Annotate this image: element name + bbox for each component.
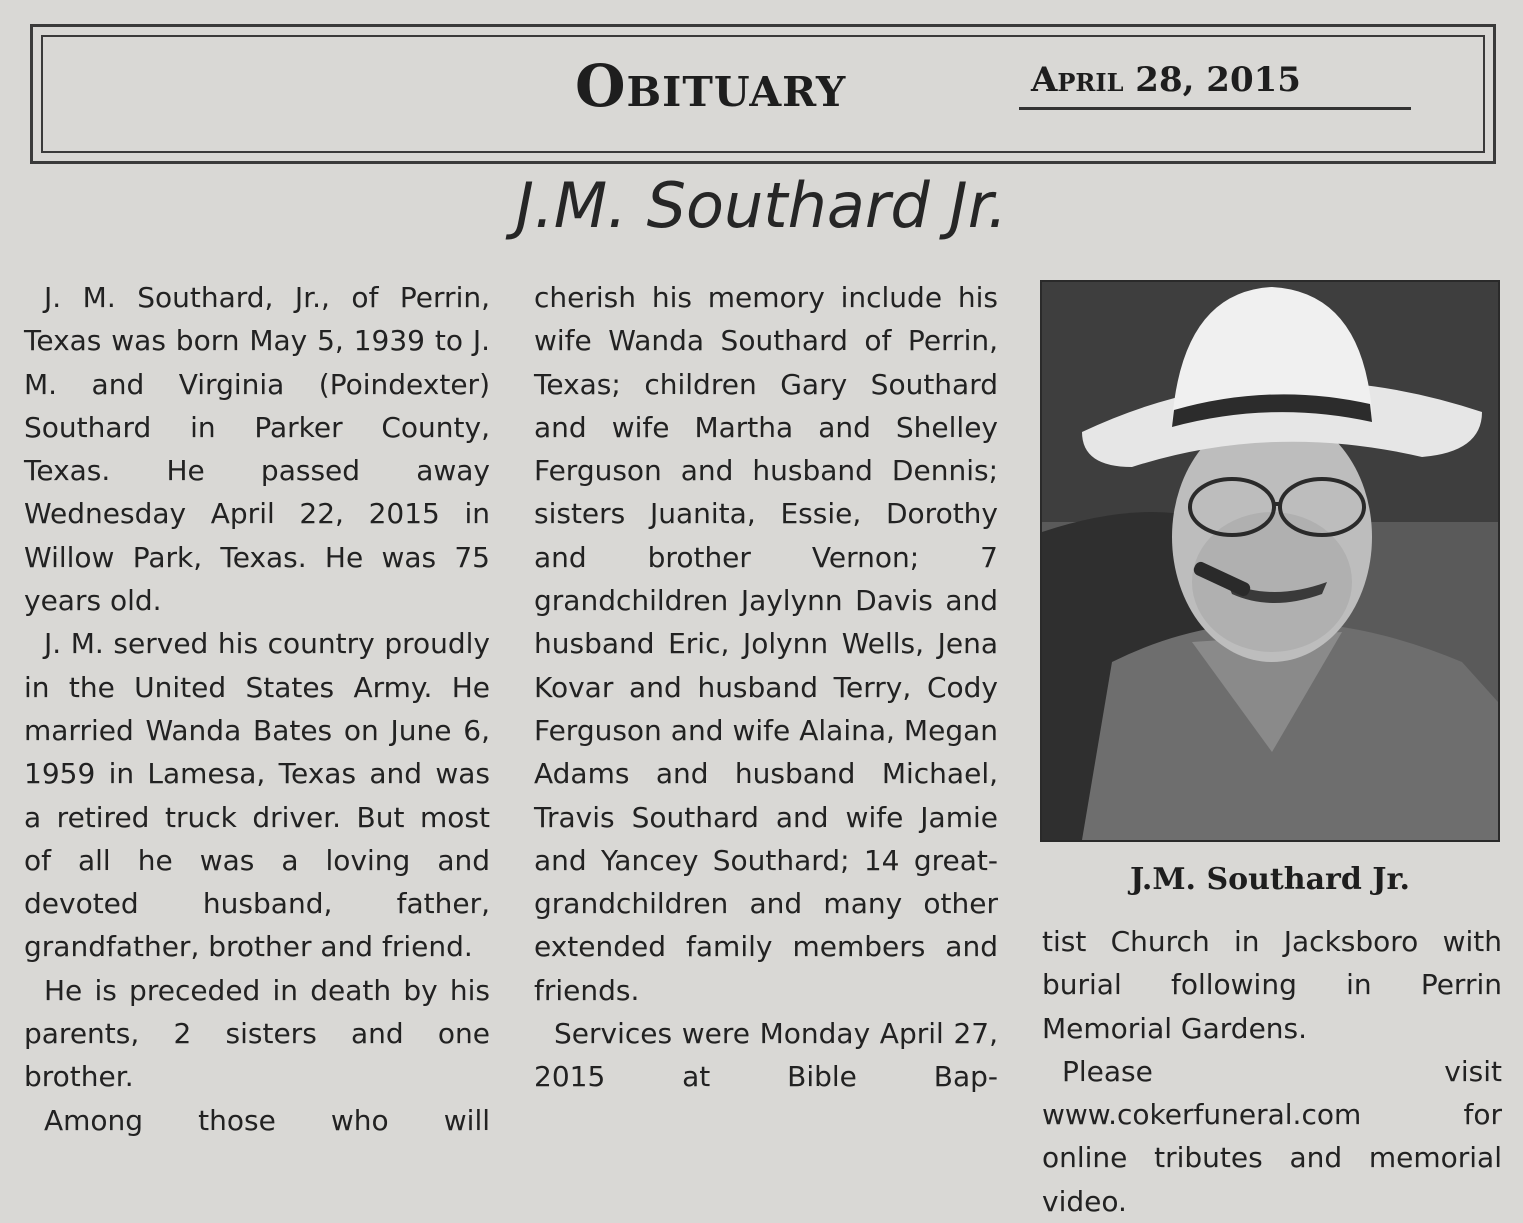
paragraph: Services were Monday April 27, 2015 at Bible Bap-	[534, 1017, 998, 1094]
page-title: Obituary	[575, 52, 847, 120]
masthead-inner-border	[41, 35, 1485, 153]
text-column-3	[1042, 920, 1502, 1223]
portrait-illustration	[1042, 282, 1498, 840]
paragraph: He is preceded in death by his parents, 2 sisters and one brother.	[24, 973, 490, 1094]
paragraph: J. M. served his country proudly in the United States Army. He married Wanda Bates on June 6, 1959 in Lamesa, Texas and was a retired truck driver. But most of all he was a loving and devoted husband, father, grandfather, brother and friend.	[24, 627, 490, 964]
photo-caption: J.M. Southard Jr.	[1130, 862, 1410, 897]
paragraph: tist Church in Jacksboro with burial following in Perrin Memorial Gardens.	[1042, 925, 1502, 1045]
paragraph: cherish his memory include his wife Wanda Southard of Perrin, Texas; children Gary Southard and wife Martha and Shelley Ferguson and husband Dennis; sisters Juanita, Essie, Dorothy and brother Vernon; 7 grandchildren Jaylynn Davis and husband Eric, Jolynn Wells, Jena Kovar and husband Terry, Cody Ferguson and wife Alaina, Megan Adams and husband Michael, Travis Southard and wife Jamie and Yancey Southard; 14 great-grandchildren and many other extended family members and friends.	[534, 281, 998, 1007]
text-column-2	[534, 276, 998, 1099]
paragraph: J. M. Southard, Jr., of Perrin, Texas was born May 5, 1939 to J. M. and Virginia (Poindexter) Southard in Parker County, Texas. He passed away Wednesday April 22, 2015 in Willow Park, Texas. He was 75 years old.	[24, 281, 490, 618]
deceased-name-heading: J.M. Southard Jr.	[515, 169, 1008, 242]
text-column-1	[24, 276, 490, 1142]
publication-date: April 28, 2015	[1019, 63, 1411, 110]
paragraph: Please visit www.cokerfuneral.com for online tributes and memorial video.	[1042, 1054, 1502, 1218]
masthead-box	[30, 24, 1496, 164]
paragraph: Among those who will	[44, 1103, 490, 1137]
portrait-photo	[1040, 280, 1500, 842]
